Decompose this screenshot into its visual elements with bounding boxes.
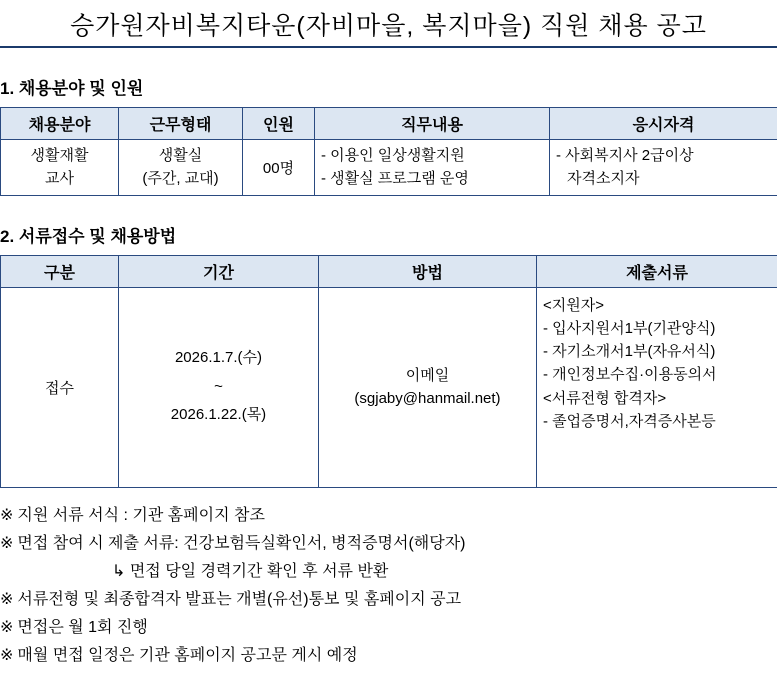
table-header-row	[1, 108, 777, 140]
note-text: 면접은 월 1회 진행	[17, 618, 148, 636]
cell-work-type	[119, 140, 243, 196]
cell-duties	[315, 140, 550, 196]
note-item	[0, 502, 777, 530]
cell-documents-line-1: <지원자>	[543, 296, 604, 314]
cell-documents-line-4: - 개인정보수집·이용동의서	[543, 366, 717, 384]
notes-list	[0, 502, 777, 670]
cell-work-type-line-2: (주간, 교대)	[142, 170, 219, 188]
note-mark: ※	[0, 590, 14, 608]
cell-documents-line-5: <서류전형 합격자>	[543, 389, 667, 407]
cell-duties-line-1: - 이용인 일상생활지원	[321, 147, 465, 164]
note-text: 매월 면접 일정은 기관 홈페이지 공고문 게시 예정	[17, 646, 358, 664]
title-divider	[0, 46, 777, 48]
cell-documents-line-6: - 졸업증명서,자격증사본등	[543, 412, 716, 430]
column-header-method: 방법	[319, 255, 537, 287]
column-header-duties: 직무내용	[315, 108, 550, 140]
note-item	[0, 586, 777, 614]
cell-documents-line-3: - 자기소개서1부(자유서식)	[543, 343, 716, 360]
column-header-count: 인원	[243, 108, 315, 140]
column-header-field: 채용분야	[1, 108, 119, 140]
cell-method	[319, 287, 537, 487]
cell-period	[119, 287, 319, 487]
cell-duties-line-2: - 생활실 프로그램 운영	[321, 170, 469, 188]
note-item	[0, 530, 777, 558]
table-row	[1, 287, 777, 487]
recruitment-field-table	[0, 107, 777, 196]
cell-qualification-line-2: 자격소지자	[567, 170, 640, 188]
note-mark: ※	[0, 646, 14, 664]
cell-method-email: (sgjaby@hanmail.net)	[354, 390, 501, 407]
cell-documents-line-2: - 입사지원서1부(기관양식)	[543, 319, 716, 337]
cell-field-line-2: 교사	[45, 170, 74, 188]
section-2-heading: 2. 서류접수 및 채용방법	[0, 226, 177, 246]
note-text: ↳ 면접 당일 경력기간 확인 후 서류 반환	[112, 562, 389, 580]
cell-field-line-1: 생활재활	[30, 147, 89, 164]
cell-documents	[537, 287, 777, 487]
column-header-period: 기간	[119, 255, 319, 287]
note-item	[0, 558, 777, 586]
note-mark: ※	[0, 618, 14, 636]
column-header-division: 구분	[1, 255, 119, 287]
cell-field	[1, 140, 119, 196]
cell-work-type-line-1: 생활실	[158, 147, 203, 164]
section-1-heading: 1. 채용분야 및 인원	[0, 79, 144, 98]
note-mark: ※	[0, 534, 14, 552]
page-title: 승가원자비복지타운(자비마을, 복지마을) 직원 채용 공고	[70, 12, 707, 40]
note-item	[0, 642, 777, 670]
cell-period-tilde: ~	[214, 377, 223, 395]
table-row	[1, 140, 777, 196]
column-header-qualification: 응시자격	[550, 108, 777, 140]
cell-count: 00명	[243, 140, 315, 196]
cell-division: 접수	[1, 287, 119, 487]
cell-period-end: 2026.1.22.(목)	[170, 406, 267, 424]
application-method-table	[0, 255, 777, 488]
note-text: 서류전형 및 최종합격자 발표는 개별(유선)통보 및 홈페이지 공고	[17, 590, 462, 608]
column-header-work-type: 근무형태	[119, 108, 243, 140]
cell-method-type: 이메일	[405, 366, 450, 384]
cell-qualification-line-1: - 사회복지사 2급이상	[556, 147, 694, 164]
column-header-documents: 제출서류	[537, 255, 777, 287]
note-text: 지원 서류 서식 : 기관 홈페이지 참조	[17, 506, 265, 524]
cell-qualification	[550, 140, 777, 196]
note-text: 면접 참여 시 제출 서류: 건강보험득실확인서, 병적증명서(해당자)	[17, 534, 466, 552]
note-mark: ※	[0, 506, 14, 524]
table-header-row	[1, 255, 777, 287]
note-item	[0, 614, 777, 642]
cell-period-start: 2026.1.7.(수)	[174, 349, 263, 367]
